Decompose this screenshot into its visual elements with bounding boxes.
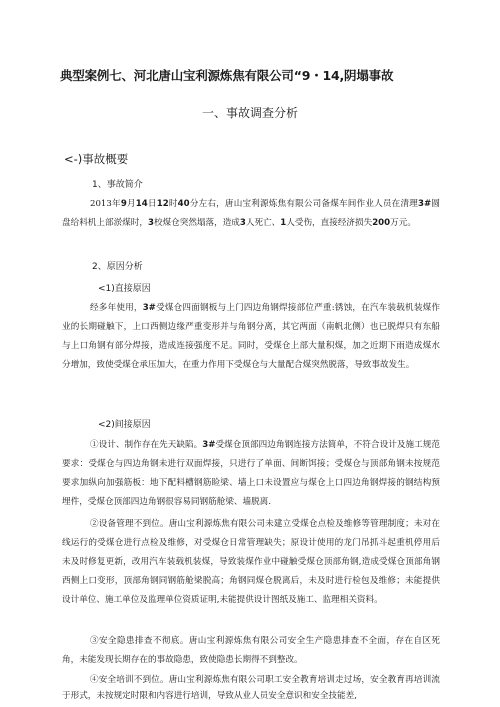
heading-accident-summary: 1、事故简介 <box>92 180 143 190</box>
paragraph-indirect-cause-equipment: ②设备管理不到位。唐山宝利源炼焦有限公司未建立受煤仓点检及维修等管理制度；未对在线运行的受煤仓进行点检及维修，对受煤仓日常管理缺失；原设计使用的龙门吊抓斗起重机停用后未及时修复更新，改用汽车装载机装煤，导致装煤作业中碰触受煤仓顶部角钢,造成受煤仓顶部角钢西侧上口变形，顶部角钢同钢筋舱梁脱高；角钢同煤仓脱离后，未及时进行检包及维修；未能提供设计单位、施工单位及监理单位资质证明,未能提供设计图纸及施工、监理相关资料。 <box>62 519 440 605</box>
paragraph-indirect-cause-design: ①设计、制作存在先天缺陷。3#受煤仓顶部四边角钢连接方法简单，不符合设计及施工规范要求：受煤仓与四边角钢未进行双面焊接，只进行了单面、间断饵接；受煤仓与顶部角钢未按规范要求加纵向加强筋板：地下配料槽钢筋睑梁、墙上口未设置应与煤仓上口四边角钢焊接的钢结构预埋件，受煤仓顶部四边角钢很容易同钢筋舱梁、墙脱离. <box>62 440 440 507</box>
paragraph-indirect-cause-hazard-check: ③安全隐患排查不彻底。唐山宝利源炼焦有限公司安全生产隐患排查不全面，存在自区死角，未能发现长期存在的事故隐患，致使隐患长期得不到整改。 <box>62 636 440 665</box>
heading-cause-analysis: 2、原因分析 <box>92 262 143 272</box>
heading-direct-cause: <1)直接原因 <box>98 284 151 294</box>
paragraph-indirect-cause-training: ④安全培训不到位。唐山宝利源炼焦有限公司职工安全教育培训走过场，安全教育再培训流于形式，未按规定时限和内容进行培训，导致从业人员安全意识和安全技能差, <box>62 675 440 701</box>
document-title: 典型案例七、河北唐山宝利源炼焦有限公司“9・14,阴塌事故 <box>60 68 394 83</box>
paragraph-accident-summary: 2013年9月14日12时40分左右，唐山宝利源炼焦有限公司备煤车间作业人员在清理3#圆盘给料机上部淤煤时，3校煤仓突然塌落，造成3人死亡、1人受伤，直接经济损失200万元。 <box>62 199 440 228</box>
heading-accident-overview: <-)事故概要 <box>64 152 129 166</box>
paragraph-direct-cause: 经多年使用，3#受煤仓四面钢板与上门四边角钢焊接部位严重:锈蚀，在汽车装载机装煤作业的长期碰触下，上口西侧边缘严重变形并与角钢分离，其它两面（南帆北侧）也已脱焊只有东船与上口角钢有部分焊接，造成连接强度不足。同时，受煤仓上部大量积煤，加之近期下雨造成煤水分增加，致使受煤仓承压加大，在重力作用下受煤仓与大量配合煤突然脱落，导致事故发生。 <box>62 303 440 370</box>
section-title: 一、事故调查分析 <box>201 106 298 120</box>
heading-indirect-cause: <2)间接原因 <box>98 420 151 430</box>
